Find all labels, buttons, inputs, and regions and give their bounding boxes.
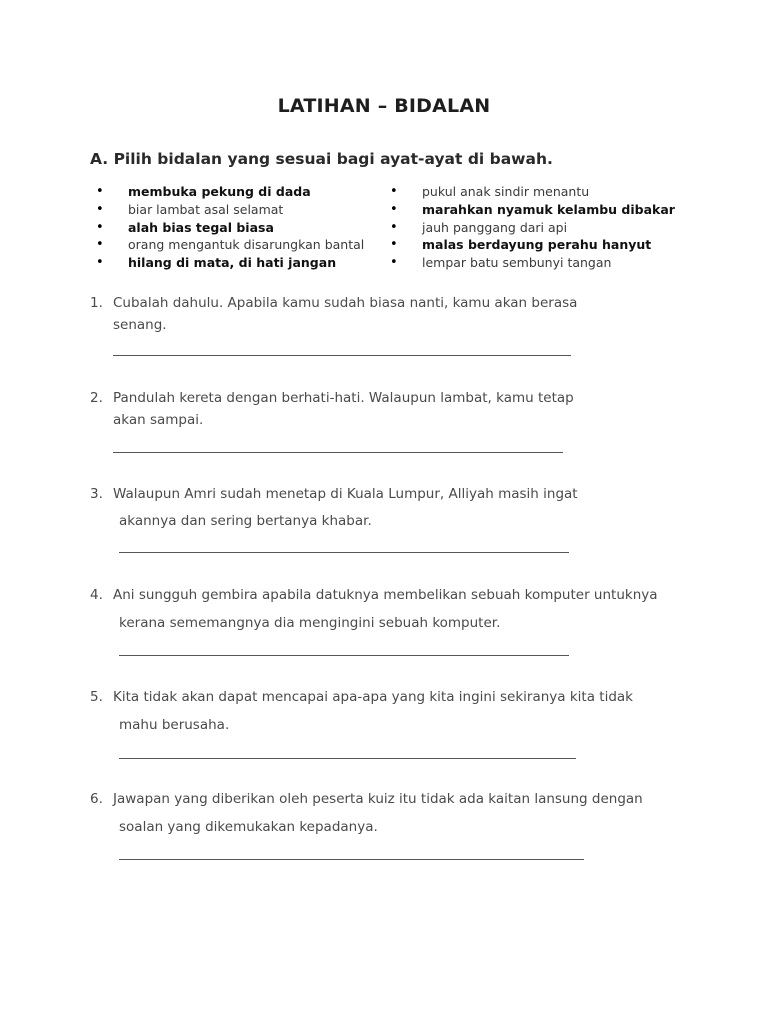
bullet-icon: • (390, 237, 398, 253)
bidalan-text: marahkan nyamuk kelambu dibakar (422, 201, 675, 217)
question-text-line1: Kita tidak akan dapat mencapai apa-apa yang kita ingini sekiranya kita tidak (113, 689, 633, 705)
question-number: 5. (90, 689, 103, 705)
question-number: 3. (90, 486, 103, 502)
bidalan-item (390, 254, 675, 272)
bidalan-text: hilang di mata, di hati jangan (128, 255, 337, 271)
question-text-line2: soalan yang dikemukakan kepadanya. (119, 819, 378, 835)
question-text-line2: mahu berusaha. (119, 717, 230, 733)
bullet-icon: • (390, 201, 398, 217)
bullet-icon: • (390, 184, 398, 199)
bidalan-list-right (390, 183, 675, 272)
question-text-line2: akan sampai. (113, 412, 204, 428)
answer-blank-6[interactable] (119, 859, 584, 860)
bullet-icon: • (96, 201, 104, 217)
bidalan-item (96, 254, 364, 272)
bidalan-text: membuka pekung di dada (128, 184, 311, 199)
bidalan-item (96, 183, 364, 201)
bullet-icon: • (390, 219, 398, 235)
bidalan-item (96, 219, 364, 237)
bidalan-item (390, 183, 675, 201)
answer-blank-1[interactable] (113, 355, 571, 356)
worksheet-title: LATIHAN – BIDALAN (277, 95, 491, 117)
question-number: 2. (90, 390, 103, 406)
answer-blank-2[interactable] (113, 452, 563, 453)
bullet-icon: • (96, 237, 104, 253)
answer-blank-5[interactable] (119, 758, 576, 759)
bidalan-text: jauh panggang dari api (422, 219, 568, 235)
bidalan-item (390, 219, 675, 237)
question-number: 6. (90, 791, 103, 807)
question-text-line1: Pandulah kereta dengan berhati-hati. Walaupun lambat, kamu tetap (113, 390, 574, 406)
bidalan-item (96, 201, 364, 219)
answer-blank-3[interactable] (119, 552, 569, 553)
bidalan-text: orang mengantuk disarungkan bantal (128, 237, 365, 253)
question-number: 1. (90, 295, 103, 311)
answer-blank-4[interactable] (119, 655, 569, 656)
bidalan-text: biar lambat asal selamat (128, 201, 284, 217)
bidalan-item (390, 201, 675, 219)
question-text-line2: akannya dan sering bertanya khabar. (119, 513, 372, 529)
bidalan-item (390, 236, 675, 254)
bidalan-text: lempar batu sembunyi tangan (422, 255, 612, 271)
bullet-icon: • (96, 219, 104, 235)
bidalan-list-left (96, 183, 364, 272)
bidalan-text: malas berdayung perahu hanyut (422, 237, 652, 253)
bullet-icon: • (96, 255, 104, 271)
bullet-icon: • (96, 184, 104, 199)
question-text-line1: Cubalah dahulu. Apabila kamu sudah biasa nanti, kamu akan berasa (113, 295, 578, 311)
bullet-icon: • (390, 255, 398, 271)
question-number: 4. (90, 587, 103, 603)
bidalan-item (96, 236, 364, 254)
question-text-line1: Walaupun Amri sudah menetap di Kuala Lumpur, Alliyah masih ingat (113, 486, 578, 502)
question-text-line2: senang. (113, 317, 167, 333)
question-text-line2: kerana sememangnya dia mengingini sebuah komputer. (119, 615, 501, 631)
section-a-instruction: A. Pilih bidalan yang sesuai bagi ayat-ayat di bawah. (90, 150, 553, 168)
question-text-line1: Ani sungguh gembira apabila datuknya membelikan sebuah komputer untuknya (113, 587, 658, 603)
bidalan-text: pukul anak sindir menantu (422, 184, 590, 199)
bidalan-text: alah bias tegal biasa (128, 219, 274, 235)
question-text-line1: Jawapan yang diberikan oleh peserta kuiz itu tidak ada kaitan lansung dengan (113, 791, 643, 807)
